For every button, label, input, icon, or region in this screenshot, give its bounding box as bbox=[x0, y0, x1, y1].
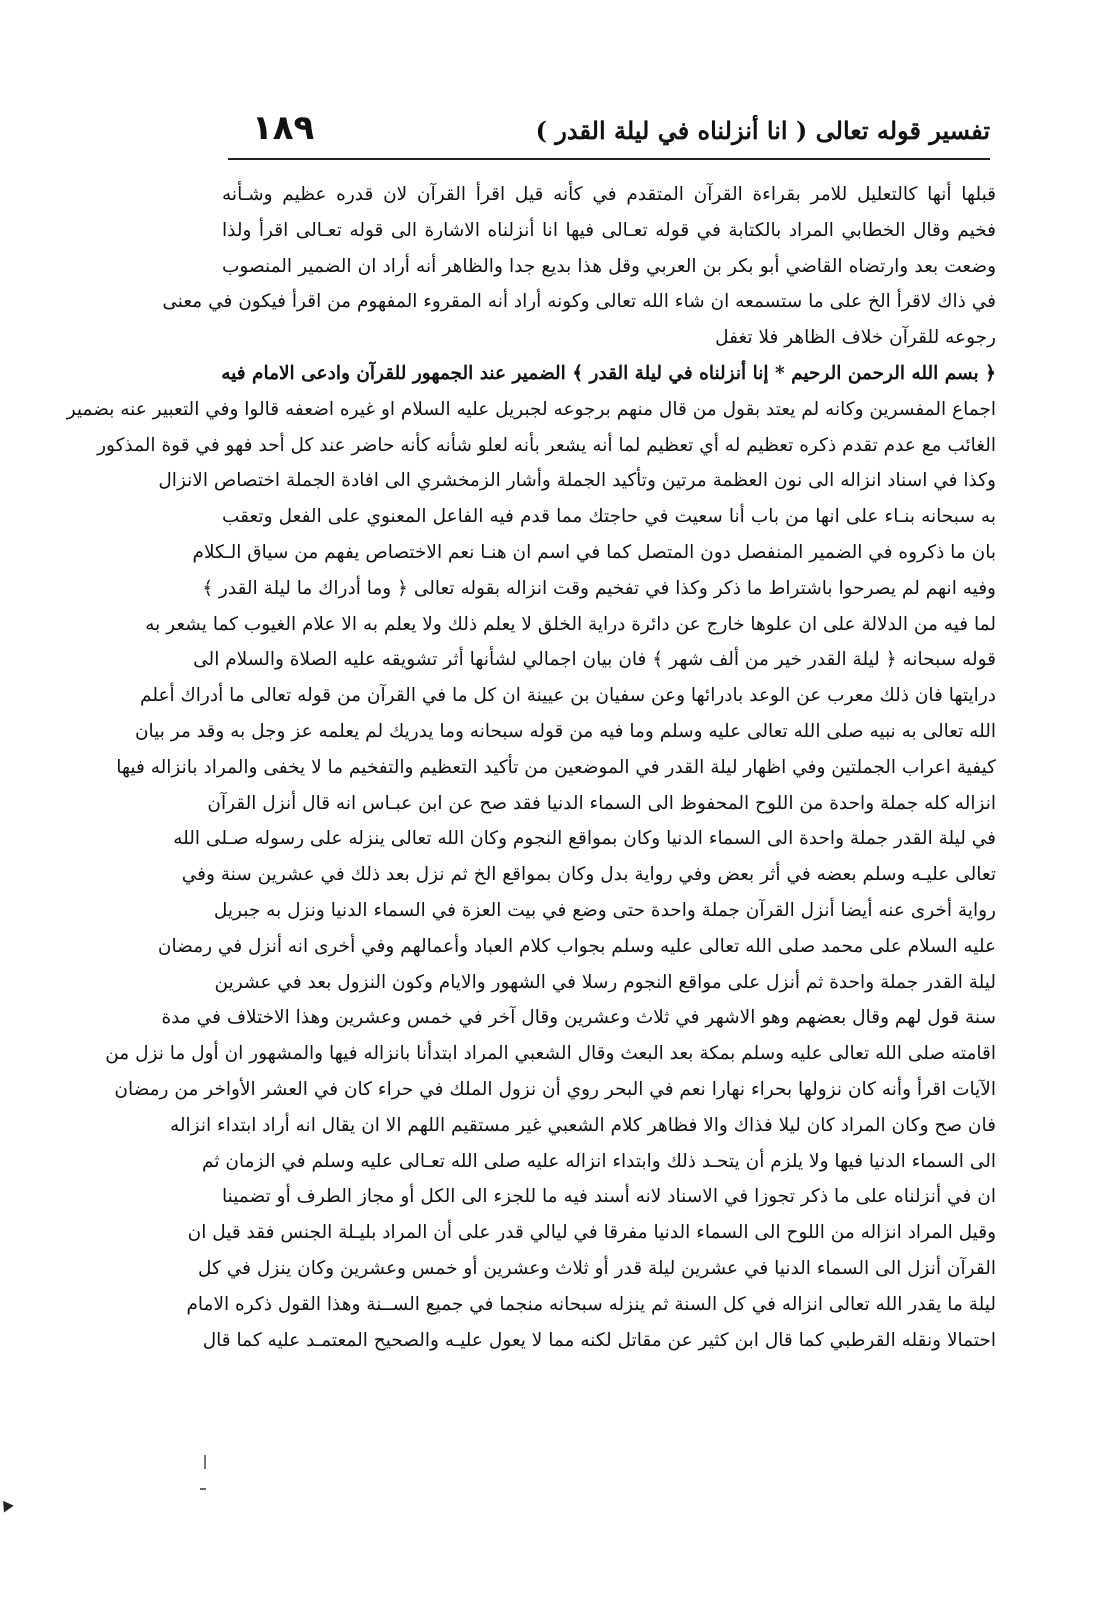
text-line: اجماع المفسرين وكانه لم يعتد بقول من قال منهم برجوعه لجبريل عليه السلام او غيره اضعفه قالوا وفي التعبير عنه بضمير bbox=[66, 398, 996, 420]
text-line: كيفية اعراب الجملتين وفي اظهار ليلة القدر في الموضعين من تأكيد التعظيم والتفخيم ما لا يخفى والمراد بانزاله فيها bbox=[116, 756, 996, 778]
header-rule bbox=[228, 158, 990, 160]
corner-arrow-icon bbox=[0, 1497, 14, 1512]
text-line: لما فيه من الدلالة على ان علوها خارج عن دائرة دراية الخلق لا يعلم ذلك ولا يعلم به الا علام الغيوب كما يشعر به bbox=[145, 613, 996, 635]
running-title: تفسير قوله تعالى ( انا أنزلناه في ليلة القدر ) bbox=[535, 116, 990, 145]
text-line: اقامته صلى الله تعالى عليه وسلم بمكة بعد البعث وقال الشعبي المراد ابتدأنا بانزاله فيها والمشهور ان أول ما نزل من bbox=[105, 1043, 996, 1065]
text-line: تعالى عليـه وسلم بعضه في أثر بعض وفي رواية بدل وكان بمواقع الخ ثم نزل بعد ذلك في عشرين سنة وفي bbox=[181, 864, 996, 886]
text-line: به سبحانه بنـاء على انها من باب أنا سعيت في حاجتك مما قدم فيه الفاعل المعنوي على الفعل وتعقب bbox=[222, 506, 996, 528]
text-line: عليه السلام على محمد صلى الله تعالى عليه وسلم بجواب كلام العباد وأعمالهم وفي أخرى انه أنزل في رمضان bbox=[157, 935, 996, 957]
text-line: قبلها أنها كالتعليل للامر بقراءة القرآن المتقدم في كأنه قيل اقرأ القرآن لان قدره عظيم وشـأنه bbox=[222, 184, 996, 205]
text-line: وقيل المراد انزاله من اللوح الى السماء الدنيا مفرقا في ليالي قدر على أن المراد بليـلة الجنس فقد قيل ان bbox=[187, 1222, 996, 1244]
text-line: فان صح وكان المراد كان ليلا فذاك والا فظاهر كلام الشعبي غير مستقيم اللهم الا ان يقال انه أراد ابتداء انزاله bbox=[169, 1114, 996, 1136]
text-line: الغائب مع عدم تقدم ذكره تعظيم له أي تعظيم لما أنه يشعر بأنه لعلو شأنه كأنه حاضر عند كل أحد فهو في قوة المذكور bbox=[97, 434, 996, 456]
page-header bbox=[228, 106, 990, 154]
text-line: القرآن أنزل الى السماء الدنيا في عشرين ليلة قدر أو ثلاث وعشرين أو خمس وعشرين وكان ينزل في كل bbox=[198, 1257, 996, 1279]
text-line: الله تعالى به نبيه صلى الله تعالى عليه وسلم وما فيه من قوله سبحانه وما يدريك لم يعلمه عز وجل به وقد مر بيان bbox=[134, 720, 996, 742]
text-line: بان ما ذكروه في الضمير المنفصل دون المتصل كما في اسم ان هنـا نعم الاختصاص يفهم من سياق الـكلام bbox=[192, 541, 996, 563]
text-line: في ذاك لاقرأ الخ على ما ستسمعه ان شاء الله تعالى وكونه أراد أنه المقروء المفهوم من اقرأ فيكون في معنى bbox=[162, 291, 996, 313]
text-line: قوله سبحانه ﴿ ليلة القدر خير من ألف شهر ﴾ فان بيان اجمالي لشأنها أثر تشويقه عليه الصلاة والسلام الى bbox=[193, 649, 996, 671]
text-line: احتمالا ونقله القرطبي كما قال ابن كثير عن مقاتل لكنه مما لا يعول عليـه والصحيح المعتمـد عليه كما قال bbox=[202, 1329, 996, 1351]
text-line: الى السماء الدنيا فيها ولا يلزم أن يتحـد ذلك وابتداء انزاله عليه صلى الله تعـالى عليه وسلم في الزمان ثم bbox=[202, 1150, 996, 1172]
body-text bbox=[66, 177, 996, 1358]
text-line: ليلة القدر جملة واحدة ثم أنزل على مواقع النجوم رسلا في الشهور والايام وكون النزول بعد في عشرين bbox=[214, 971, 996, 993]
text-line: وكذا في اسناد انزاله الى نون العظمة مرتين وتأكيد الجملة وأشار الزمخشري الى افادة الجملة اختصاص الانزال bbox=[158, 470, 996, 492]
text-line: ان في أنزلناه على ما ذكر تجوزا في الاسناد لانه أسند فيه ما للجزء الى الكل أو مجاز الطرف أو تضمينا bbox=[222, 1186, 996, 1208]
text-line: في ليلة القدر جملة واحدة الى السماء الدنيا وكان بمواقع النجوم وكان الله تعالى ينزله على رسوله صـلى الله bbox=[173, 828, 996, 850]
text-line: وفيه انهم لم يصرحوا باشتراط ما ذكر وكذا في تفخيم وقت انزاله بقوله تعالى ﴿ وما أدراك ما ليلة القدر ﴾ bbox=[202, 577, 996, 599]
text-line: ليلة ما يقدر الله تعالى انزاله في كل السنة ثم ينزله سبحانه منجما في جميع الســنة وهذا القول ذكره الامام bbox=[186, 1293, 996, 1315]
page-number: ١٨٩ bbox=[252, 108, 315, 148]
text-line: فخيم وقال الخطابي المراد بالكتابة في قوله تعـالى فيها انا أنزلناه الاشارة الى قوله تعـالى اقرأ ولذا bbox=[222, 219, 996, 241]
text-line: وضعت بعد وارتضاه القاضي أبو بكر بن العربي وقل هذا بديع جدا والظاهر أنه أراد ان الضمير المنصوب bbox=[222, 255, 996, 277]
margin-mark bbox=[200, 1488, 206, 1490]
margin-mark bbox=[204, 1455, 206, 1469]
text-line: رواية أخرى عنه أيضا أنزل القرآن جملة واحدة حتى وضع في بيت العزة في السماء الدنيا ونزل به جبريل bbox=[213, 899, 996, 921]
text-line: درايتها فان ذلك معرب عن الوعد بادرائها وعن سفيان بن عيينة ان كل ما في القرآن من قوله تعالى ما أدراك أعلم bbox=[140, 685, 996, 707]
text-line: انزاله كله جملة واحدة من اللوح المحفوظ الى السماء الدنيا فقد صح عن ابن عبـاس انه قال أنزل القرآن bbox=[207, 792, 996, 814]
text-line: سنة قول لهم وقال بعضهم وهو الاشهر في ثلاث وعشرين وقال آخر في خمس وعشرين وهذا الاختلاف في مدة bbox=[161, 1007, 996, 1029]
text-line: رجوعه للقرآن خلاف الظاهر فلا تغفل bbox=[715, 327, 996, 349]
verse-line: ﴿ بسم الله الرحمن الرحيم * إنا أنزلناه في ليلة القدر ﴾ الضمير عند الجمهور للقرآن وادعى الامام فيه bbox=[221, 362, 996, 384]
text-line: الآيات اقرأ وأنه كان نزولها بحراء نهارا نعم في البحر روي أن نزول الملك في حراء كان في العشر الأواخر من رمضان bbox=[114, 1078, 996, 1100]
